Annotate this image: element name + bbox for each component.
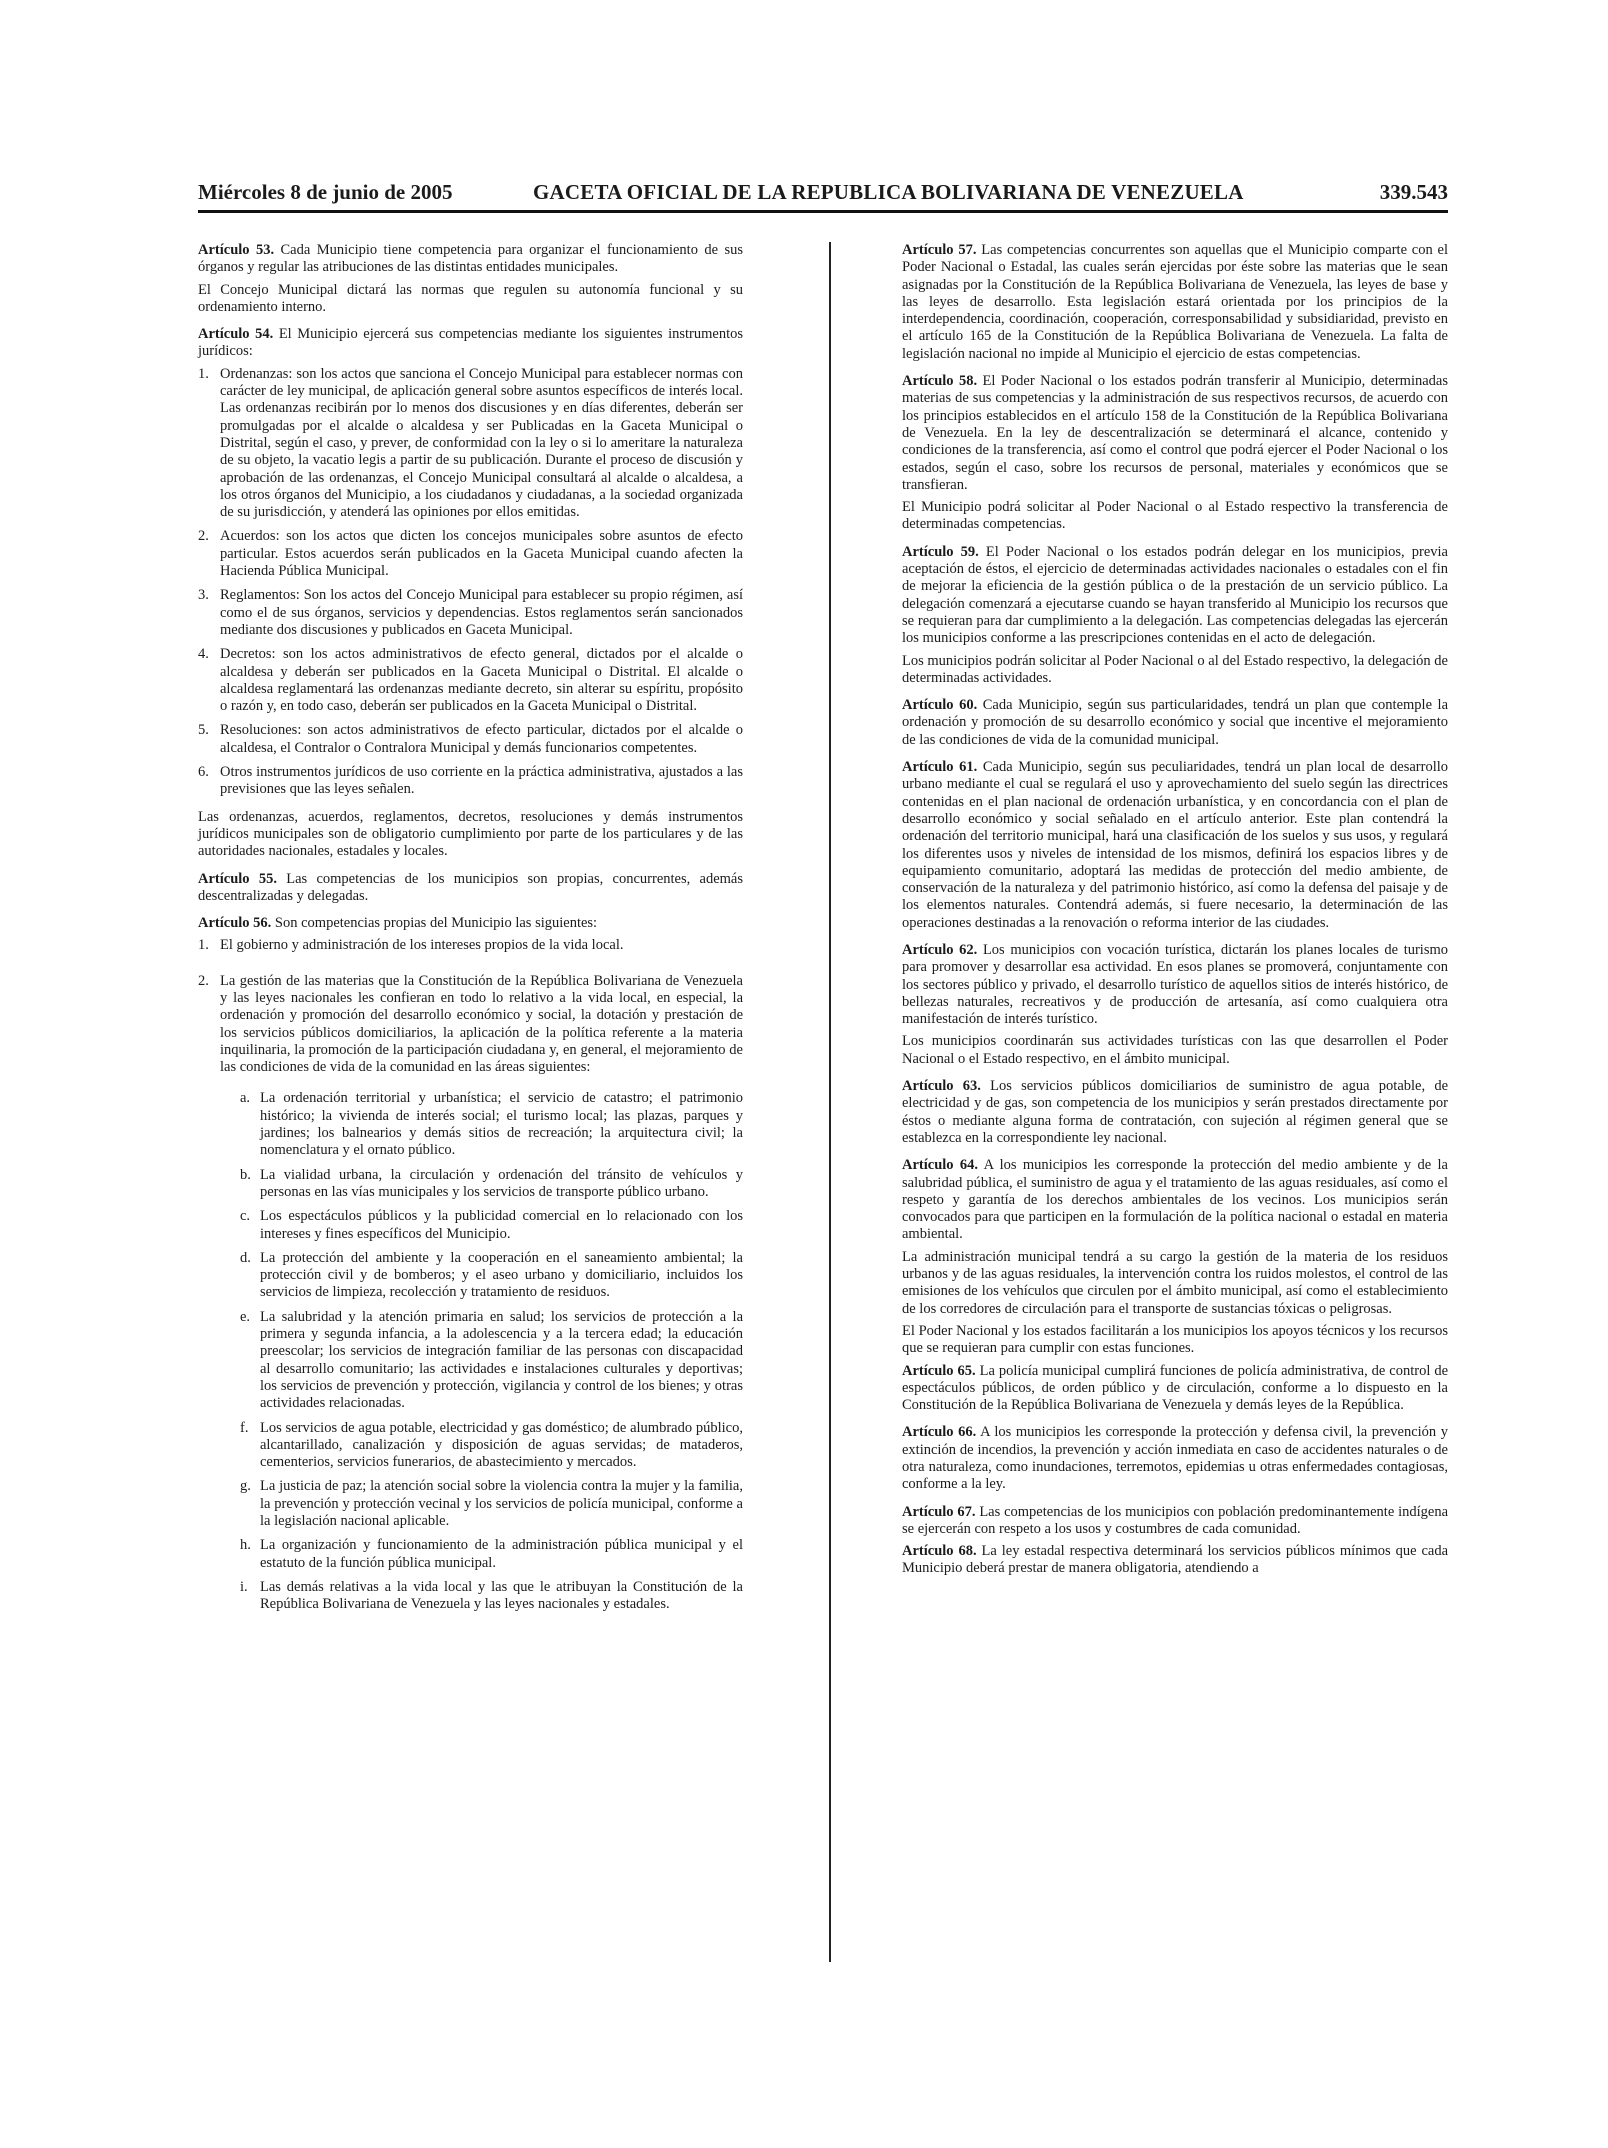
item-text: La gestión de las materias que la Constitución de la República Bolivariana de Venezuela y las leyes nacionales les confieran en todo lo relativo a la vida local, en especial, la ordenación y promoción del desarrollo económico y social, la dotación y prestación de los servicios públicos domiciliarios, la aplicación de la política referente a la materia inquilinaria, la promoción de la participación ciudadana y, en general, el mejoramiento de las condiciones de vida de la comunidad en las áreas siguientes:: [220, 972, 743, 1076]
sublist-item: [220, 1420, 743, 1472]
article-64-paragraph-3: El Poder Nacional y los estados facilitarán a los municipios los apoyos técnicos y los recursos que se requieran para cumplir con estas funciones.: [902, 1322, 1448, 1357]
item-text: La justicia de paz; la atención social sobre la violencia contra la mujer y la familia, la prevención y protección vecinal y los servicios de policía municipal, conforme a la legislación nacional aplicable.: [260, 1478, 743, 1529]
list-item: [198, 646, 743, 715]
item-number: 2.: [198, 972, 209, 989]
item-letter: f.: [240, 1419, 249, 1436]
article-text: Cada Municipio, según sus particularidades, tendrá un plan que contemple la ordenación y promoción de su desarrollo económico y social que incentive el mejoramiento de las condiciones de vida de la comunidad municipal.: [902, 697, 1449, 748]
article-text: La policía municipal cumplirá funciones de policía administrativa, de control de espectáculos públicos, de orden público y de circulación, conforme a lo dispuesto en la Constitución de la República Bolivariana de Venezuela y demás leyes de la República.: [902, 1362, 1449, 1414]
sublist-item: [220, 1579, 743, 1614]
sublist-item: [220, 1167, 743, 1202]
list-item: [198, 973, 743, 1614]
item-text: Otros instrumentos jurídicos de uso corriente en la práctica administrativa, ajustados a las previsiones que las leyes señalen.: [220, 764, 743, 798]
article-label: Artículo 61.: [902, 759, 978, 776]
article-text: Los servicios públicos domiciliarios de suministro de agua potable, de electricidad y de gas, son competencia de los municipios y serán prestados directamente por éstos o mediante alguna forma de contratación, con sujeción al régimen general que se establezca en la correspondiente ley nacional.: [902, 1078, 1449, 1146]
item-text: Decretos: son los actos administrativos de efecto general, dictados por el alcalde o alcaldesa y deberán ser publicados en la Gaceta Municipal o Distrital. El alcalde o alcaldesa reglamentará las ordenanzas mediante decreto, sin alterar su espíritu, propósito o razón y, en todo caso, deberán ser publicados en la Gaceta Municipal o Distrital.: [220, 646, 743, 715]
article-text: Las competencias de los municipios con población predominantemente indígena se ejercerán con respeto a los usos y costumbres de cada comunidad.: [902, 1503, 1449, 1537]
item-text: Reglamentos: Son los actos del Concejo Municipal para establecer su propio régimen, así como el de sus órganos, servicios y dependencias. Estos reglamentos serán sancionados mediante dos discusiones y publicados en Gaceta Municipal.: [220, 587, 743, 638]
article-60: [902, 697, 1448, 749]
sublist-item: [220, 1090, 743, 1159]
article-54-closing: Las ordenanzas, acuerdos, reglamentos, decretos, resoluciones y demás instrumentos jurídicos municipales son de obligatorio cumplimiento por parte de los particulares y de las autoridades nacionales, estadales y locales.: [198, 808, 743, 860]
article-53: [198, 242, 743, 277]
item-text: Resoluciones: son actos administrativos de efecto particular, dictados por el alcalde o alcaldesa, el Contralor o Contralora Municipal y demás funcionarios competentes.: [220, 722, 743, 756]
article-text: A los municipios les corresponde la protección y defensa civil, la prevención y extinción de incendios, la prevención y acción inmediata en caso de accidentes naturales o de otra naturaleza, como inundaciones, terremotos, epidemias u otras enfermedades contagiosas, conforme a la ley.: [902, 1424, 1449, 1493]
sublist-item: [220, 1478, 743, 1530]
item-letter: a.: [240, 1090, 251, 1107]
item-letter: e.: [240, 1308, 251, 1325]
item-text: Los servicios de agua potable, electricidad y gas doméstico; de alumbrado público, alcantarillado, canalización y disposición de aguas servidas; de mataderos, cementerios, servicios funerarios, de abastecimiento y mercados.: [260, 1419, 743, 1471]
article-label: Artículo 63.: [902, 1078, 981, 1095]
item-number: 3.: [198, 587, 209, 604]
item-letter: h.: [240, 1537, 251, 1554]
article-57: [902, 242, 1448, 363]
list-item: [198, 528, 743, 580]
item-letter: c.: [240, 1208, 251, 1225]
article-62-paragraph-2: Los municipios coordinarán sus actividades turísticas con las que desarrollen el Poder Nacional o el Estado respectivo, en el ámbito municipal.: [902, 1033, 1448, 1067]
item-number: 6.: [198, 764, 209, 781]
article-56-list: [198, 937, 743, 1613]
article-64: [902, 1157, 1448, 1243]
article-59: [902, 544, 1448, 648]
header-rule: [198, 210, 1448, 213]
sublist-item: [220, 1537, 743, 1572]
list-item: [198, 366, 743, 522]
article-65: [902, 1363, 1448, 1415]
article-label: Artículo 66.: [902, 1424, 977, 1441]
left-column: [198, 242, 743, 1623]
item-letter: g.: [240, 1478, 251, 1495]
article-text: La ley estadal respectiva determinará los servicios públicos mínimos que cada Municipio deberá prestar de manera obligatoria, atendiendo a: [902, 1543, 1449, 1577]
article-54-list: [198, 366, 743, 799]
item-text: La protección del ambiente y la cooperación en el saneamiento ambiental; la protección civil y de bomberos; y el aseo urbano y domiciliario, incluidos los servicios de limpieza, recolección y tratamiento de residuos.: [260, 1249, 743, 1301]
article-text: El Poder Nacional o los estados podrán delegar en los municipios, previa aceptación de éstos, el ejercicio de determinadas actividades nacionales o estadales con el fin de mejorar la eficiencia de la gestión pública o de la prestación de un servicio público. La delegación comenzará a ejecutarse cuando se hayan transferido al Municipio los recursos que se requieran para dar cumplimiento a la delegación. Las competencias delegadas las ejercerán los municipios conforme a las prescripciones contenidas en el acto de delegación.: [902, 543, 1448, 647]
article-label: Artículo 60.: [902, 697, 978, 714]
page-header: [198, 180, 1448, 210]
article-55: [198, 871, 743, 906]
item-text: Las demás relativas a la vida local y las que le atribuyan la Constitución de la República Bolivariana de Venezuela y las leyes nacionales y estadales.: [260, 1578, 743, 1613]
article-54: [198, 326, 743, 361]
item-text: Acuerdos: son los actos que dicten los concejos municipales sobre asuntos de efecto particular. Estos acuerdos serán publicados en la Gaceta Municipal cuando afecten la Hacienda Pública Municipal.: [220, 528, 743, 580]
item-number: 1.: [198, 937, 209, 954]
article-text: El Poder Nacional o los estados podrán transferir al Municipio, determinadas materias de sus competencias y la administración de sus respectivos recursos, de acuerdo con los principios establecidos en el artículo 158 de la Constitución de la República Bolivariana de Venezuela. En la ley de descentralización se determinará el alcance, contenido y condiciones de la transferencia, así como el control que podrá ejercer el Poder Nacional o los estados, según el caso, sobre los recursos de personal, materiales y económicos que se transfieran.: [902, 373, 1448, 493]
article-56-sublist: [220, 1090, 743, 1613]
article-label: Artículo 68.: [902, 1543, 977, 1560]
item-text: La vialidad urbana, la circulación y ordenación del tránsito de vehículos y personas en las vías municipales y los servicios de transporte público urbano.: [260, 1166, 743, 1200]
article-text: Cada Municipio, según sus peculiaridades, tendrá un plan local de desarrollo urbano mediante el cual se regulará el uso y aprovechamiento del suelo según las directrices contenidas en el plan nacional de ordenación urbanística, y en concordancia con el plan de desarrollo económico y social señalado en el artículo anterior. Este plan contendrá la ordenación del territorio municipal, hará una clasificación de los suelos y sus usos, y regulará los diferentes usos y niveles de intensidad de los mismos, definirá los espacios libres y de equipamiento comunitario, adoptará las medidas de protección del medio ambiente, de conservación de la naturaleza y del patrimonio histórico, así como la defensa del paisaje y de los elementos naturales. Contendrá además, si fuere necesario, la determinación de las operaciones destinadas a la renovación o reforma interior de las ciudades.: [902, 759, 1449, 931]
list-item: [198, 587, 743, 639]
article-53-paragraph-2: El Concejo Municipal dictará las normas que regulen su autonomía funcional y su ordenamiento interno.: [198, 281, 743, 315]
item-letter: d.: [240, 1249, 251, 1266]
article-label: Artículo 65.: [902, 1362, 976, 1379]
column-divider: [829, 242, 831, 1962]
header-title: GACETA OFICIAL DE LA REPUBLICA BOLIVARIANA DE VENEZUELA: [533, 180, 1244, 204]
item-text: Los espectáculos públicos y la publicidad comercial en lo relacionado con los intereses y fines específicos del Municipio.: [260, 1208, 743, 1242]
header-page-number: 339.543: [1379, 180, 1448, 204]
list-item: [198, 764, 743, 799]
right-column: [902, 242, 1448, 1588]
article-label: Artículo 55.: [198, 870, 277, 887]
article-63: [902, 1078, 1448, 1147]
article-56: [198, 915, 743, 932]
article-58-paragraph-2: El Municipio podrá solicitar al Poder Nacional o al Estado respectivo la transferencia de determinadas competencias.: [902, 499, 1448, 533]
article-text: Las competencias de los municipios son propias, concurrentes, además descentralizadas y delegadas.: [198, 870, 743, 904]
article-label: Artículo 54.: [198, 326, 274, 343]
article-label: Artículo 59.: [902, 543, 979, 560]
list-item: [198, 937, 743, 954]
article-label: Artículo 67.: [902, 1503, 976, 1520]
article-label: Artículo 57.: [902, 242, 977, 258]
item-number: 2.: [198, 528, 209, 545]
article-61: [902, 759, 1448, 932]
sublist-item: [220, 1309, 743, 1413]
article-68: [902, 1543, 1448, 1578]
article-label: Artículo 62.: [902, 941, 978, 958]
article-text: Cada Municipio tiene competencia para organizar el funcionamiento de sus órganos y regular las atribuciones de las distintas entidades municipales.: [198, 242, 744, 276]
sublist-item: [220, 1250, 743, 1302]
item-letter: i.: [240, 1578, 248, 1595]
header-date: Miércoles 8 de junio de 2005: [198, 180, 453, 204]
item-text: La ordenación territorial y urbanística; el servicio de catastro; el patrimonio histórico; la vivienda de interés social; el turismo local; las plazas, parques y jardines; los balnearios y demás sitios de recreación; la arquitectura civil; la nomenclatura y el ornato público.: [260, 1090, 743, 1159]
item-letter: b.: [240, 1166, 251, 1183]
article-58: [902, 373, 1448, 494]
article-label: Artículo 56.: [198, 915, 272, 932]
item-number: 4.: [198, 646, 209, 663]
item-text: El gobierno y administración de los intereses propios de la vida local.: [220, 937, 624, 954]
article-label: Artículo 53.: [198, 242, 275, 258]
list-item: [198, 722, 743, 757]
item-number: 1.: [198, 365, 209, 382]
article-text: Son competencias propias del Municipio las siguientes:: [274, 915, 598, 932]
article-text: Los municipios con vocación turística, dictarán los planes locales de turismo para promover y desarrollar esa actividad. En esos planes se promoverá, conjuntamente con los sectores público y privado, el desarrollo turístico de aquellos sitios de interés histórico, de bellezas naturales, recreativos y de producción de artesanía, así como cualquiera otra manifestación de interés turístico.: [902, 941, 1448, 1028]
article-text: A los municipios les corresponde la protección del medio ambiente y de la salubridad pública, el suministro de agua y el tratamiento de las aguas residuales, así como el respeto y garantía de los derechos ambientales de los vecinos. Los municipios serán convocados para que participen en la formulación de la política nacional o estadal en materia ambiental.: [902, 1157, 1448, 1243]
article-64-paragraph-2: La administración municipal tendrá a su cargo la gestión de la materia de los residuos urbanos y de las aguas residuales, la intervención contra los ruidos molestos, el control de las emisiones de los vehículos que circulen por el ámbito municipal, así como el establecimiento de los corredores de circulación para el transporte de sustancias tóxicas o peligrosas.: [902, 1248, 1448, 1317]
article-text: Las competencias concurrentes son aquellas que el Municipio comparte con el Poder Nacional o Estadal, las cuales serán ejercidas por éste sobre las materias que le sean asignadas por la Constitución de la República Bolivariana de Venezuela, las leyes de base y las leyes de desarrollo. Esta legislación estará orientada por los principios de la interdependencia, coordinación, cooperación, corresponsabilidad y subsidiaridad, previsto en el artículo 165 de la Constitución de la República Bolivariana de Venezuela. La falta de legislación nacional no impide al Municipio el ejercicio de estas competencias.: [902, 242, 1448, 362]
item-text: La salubridad y la atención primaria en salud; los servicios de protección a la primera y segunda infancia, a la adolescencia y a la tercera edad; la educación preescolar; los servicios de integración familiar de las personas con discapacidad al desarrollo comunitario; las actividades e instalaciones culturales y deportivas; los servicios de prevención y protección, vigilancia y control de los bienes; y otras actividades relacionadas.: [260, 1308, 743, 1412]
article-59-paragraph-2: Los municipios podrán solicitar al Poder Nacional o al del Estado respectivo, la delegación de determinadas actividades.: [902, 652, 1448, 686]
article-66: [902, 1424, 1448, 1493]
item-text: La organización y funcionamiento de la administración pública municipal y el estatuto de la función pública municipal.: [260, 1537, 743, 1571]
article-67: [902, 1504, 1448, 1539]
article-label: Artículo 64.: [902, 1157, 979, 1174]
article-62: [902, 942, 1448, 1028]
item-number: 5.: [198, 722, 209, 739]
item-text: Ordenanzas: son los actos que sanciona el Concejo Municipal para establecer normas con carácter de ley municipal, de aplicación general sobre asuntos específicos de interés local. Las ordenanzas recibirán por lo menos dos discusiones y en días diferentes, deberán ser promulgadas por el alcalde o alcaldesa y ser Publicadas en la Gaceta Municipal o Distrital, según el caso, y prever, de conformidad con la ley o si lo ameritare la naturaleza de su objeto, la vacatio legis a partir de su publicación. Durante el proceso de discusión y aprobación de las ordenanzas, el Concejo Municipal consultará al alcalde o alcaldesa, a los otros órganos del Municipio, a los ciudadanos y ciudadanas, a la sociedad organizada de su jurisdicción, y atenderá las opiniones por ellos emitidas.: [220, 365, 743, 521]
sublist-item: [220, 1208, 743, 1243]
article-text: El Municipio ejercerá sus competencias mediante los siguientes instrumentos jurídicos:: [198, 326, 743, 360]
article-label: Artículo 58.: [902, 373, 978, 390]
